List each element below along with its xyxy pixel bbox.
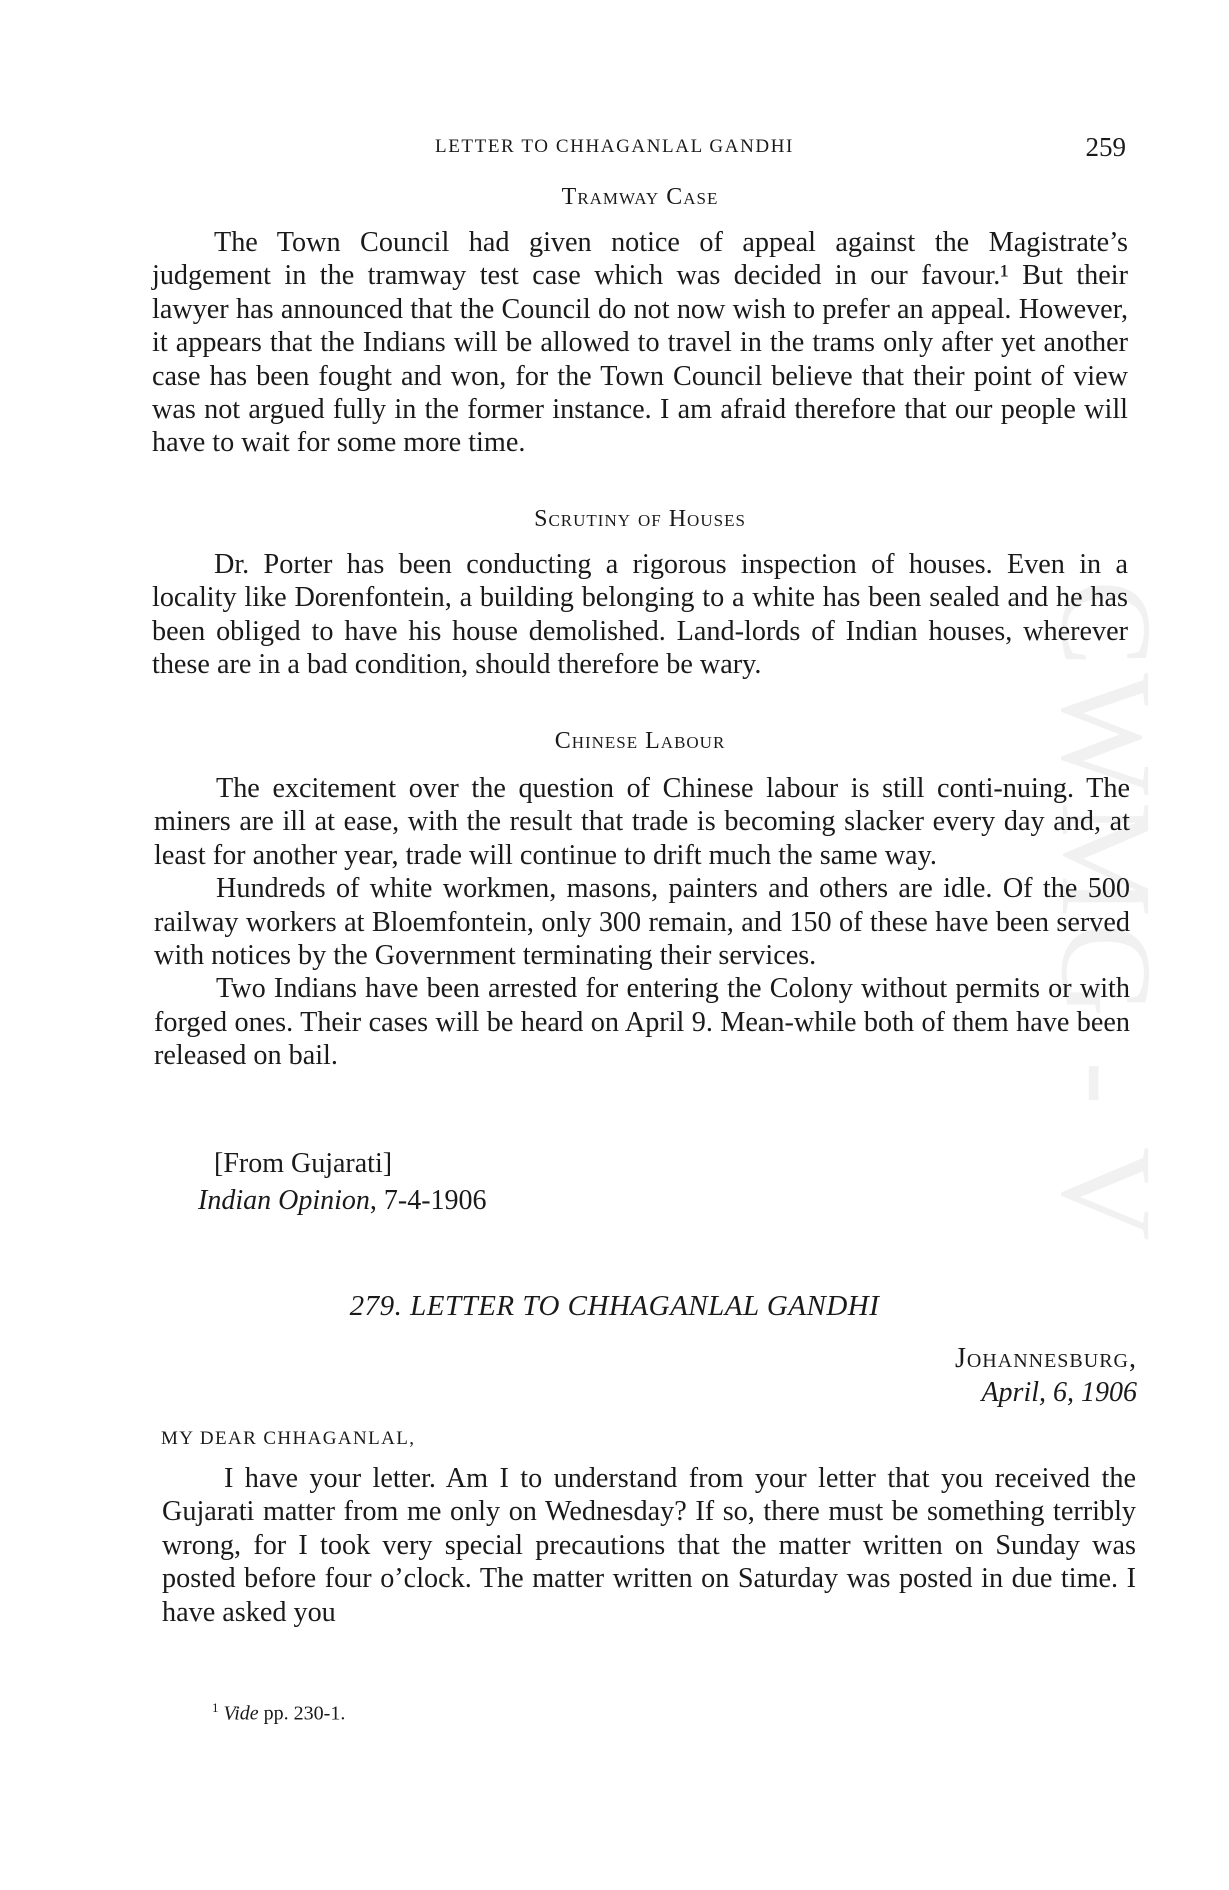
dateline xyxy=(955,1342,1137,1410)
dateline-place: Johannesburg, xyxy=(954,1343,1137,1374)
letter-body xyxy=(162,1462,1136,1629)
publication-date: , 7-4-1906 xyxy=(369,1185,487,1216)
footnote-text: pp. 230-1. xyxy=(258,1702,346,1725)
footnote xyxy=(212,1700,345,1726)
section-body-houses xyxy=(152,548,1128,682)
publication-name: Indian Opinion xyxy=(198,1185,370,1216)
running-head: LETTER TO CHHAGANLAL GANDHI xyxy=(435,136,794,157)
paragraph: The Town Council had given notice of appeal against the Magistrate’s judgement in the tramway test case which was decided in our favour.¹ But their lawyer has announced that the Council do not now wish to prefer an appeal. However, it appears that the Indians will be allowed to travel in the trams only after yet another case has been fought and won, for the Town Council believe that their point of view was not argued fully in the former instance. I am afraid therefore that our people will have to wait for some more time. xyxy=(152,227,1128,459)
dateline-date: April, 6, 1906 xyxy=(981,1377,1137,1408)
source-language: [From Gujarati] xyxy=(214,1148,393,1179)
paragraph: Two Indians have been arrested for entering the Colony without permits or with forged ones. Their cases will be heard on April 9. Mean-while both of them have been released on bail. xyxy=(154,973,1130,1072)
page-number: 259 xyxy=(1085,132,1126,162)
salutation: MY DEAR CHHAGANLAL, xyxy=(161,1428,416,1449)
source-citation xyxy=(198,1185,487,1217)
paragraph: I have your letter. Am I to understand from your letter that you received the Gujarati matter from me only on Wednesday? If so, there must be something terribly wrong, for I took very special precautions that the matter written on Sunday was posted before four o’clock. The matter written on Saturday was posted in due time. I have asked you xyxy=(162,1463,1136,1628)
section-body-tramway xyxy=(152,226,1128,460)
watermark: CWMG - V xyxy=(1034,580,1178,1247)
paragraph: Dr. Porter has been conducting a rigorous inspection of houses. Even in a locality like Dorenfontein, a building belonging to a white has been sealed and he has been obliged to have his house demolished. Land-lords of Indian houses, wherever these are in a bad condition, should therefore be wary. xyxy=(152,549,1128,681)
paragraph: Hundreds of white workmen, masons, painters and others are idle. Of the 500 railway workers at Bloemfontein, only 300 remain, and 150 of these have been served with notices by the Government terminating their services. xyxy=(154,873,1130,972)
footnote-marker: 1 xyxy=(212,1700,219,1715)
section-body-labour xyxy=(154,772,1130,1073)
footnote-vide: Vide xyxy=(223,1702,259,1725)
section-heading-houses: Scrutiny of Houses xyxy=(534,506,746,532)
section-heading-tramway: Tramway Case xyxy=(561,184,719,210)
letter-title: 279. LETTER TO CHHAGANLAL GANDHI xyxy=(349,1290,880,1322)
paragraph: The excitement over the question of Chinese labour is still conti-nuing. The miners are ill at ease, with the result that trade is becoming slacker every day and, at least for another year, trade will continue to drift much the same way. xyxy=(154,773,1130,871)
page-header xyxy=(0,132,1229,168)
section-heading-labour: Chinese Labour xyxy=(554,728,726,754)
